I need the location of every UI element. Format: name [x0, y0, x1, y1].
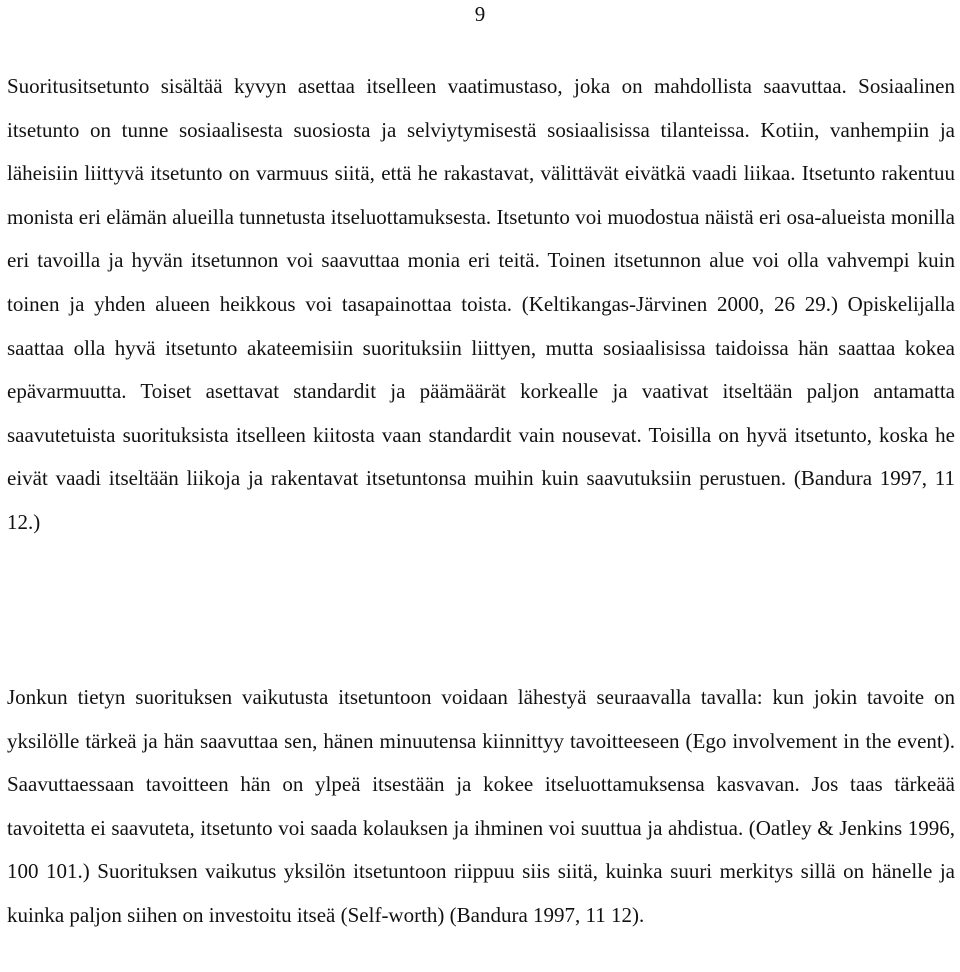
body-paragraph-2: Jonkun tietyn suorituksen vaikutusta itsetuntoon voidaan lähestyä seuraavalla tavalla: kun jokin tavoite on yksilölle tärkeä ja hän saavuttaa sen, hänen minuutensa kiinnittyy tavoitteeseen (Ego involvement in the event). Saavuttaessaan tavoitteen hän on ylpeä itsestään ja kokee itseluottamuksensa kasvavan. Jos taas tärkeää tavoitetta ei saavuteta, itsetunto voi saada kolauksen ja ihminen voi suuttua ja ahdistua. (Oatley & Jenkins 1996, 100 101.) Suorituksen vaikutus yksilön itsetuntoon riippuu siis siitä, kuinka suuri merkitys sillä on hänelle ja kuinka paljon siihen on investoitu itseä (Self-worth) (Bandura 1997, 11 12).	[7, 685, 955, 927]
body-paragraph-1: Suoritusitsetunto sisältää kyvyn asettaa itselleen vaatimustaso, joka on mahdollista saavuttaa. Sosiaalinen itsetunto on tunne sosiaalisesta suosiosta ja selviytymisestä sosiaalisissa tilanteissa. Kotiin, vanhempiin ja läheisiin liittyvä itsetunto on varmuus siitä, että he rakastavat, välittävät eivätkä vaadi liikaa. Itsetunto rakentuu monista eri elämän alueilla tunnetusta itseluottamuksesta. Itsetunto voi muodostua näistä eri osa-alueista monilla eri tavoilla ja hyvän itsetunnon voi saavuttaa monia eri teitä. Toinen itsetunnon alue voi olla vahvempi kuin toinen ja yhden alueen heikkous voi tasapainottaa toista. (Keltikangas-Järvinen 2000, 26 29.) Opiskelijalla saattaa olla hyvä itsetunto akateemisiin suorituksiin liittyen, mutta sosiaalisissa taidoissa hän saattaa kokea epävarmuutta. Toiset asettavat standardit ja päämäärät korkealle ja vaativat itseltään paljon antamatta saavutetuista suorituksista itselleen kiitosta vaan standardit vain nousevat. Toisilla on hyvä itsetunto, koska he eivät vaadi itseltään liikoja ja rakentavat itsetuntonsa muihin kuin saavutuksiin perustuen. (Bandura 1997, 11 12.)	[7, 74, 955, 534]
page-number: 9	[474, 2, 486, 26]
